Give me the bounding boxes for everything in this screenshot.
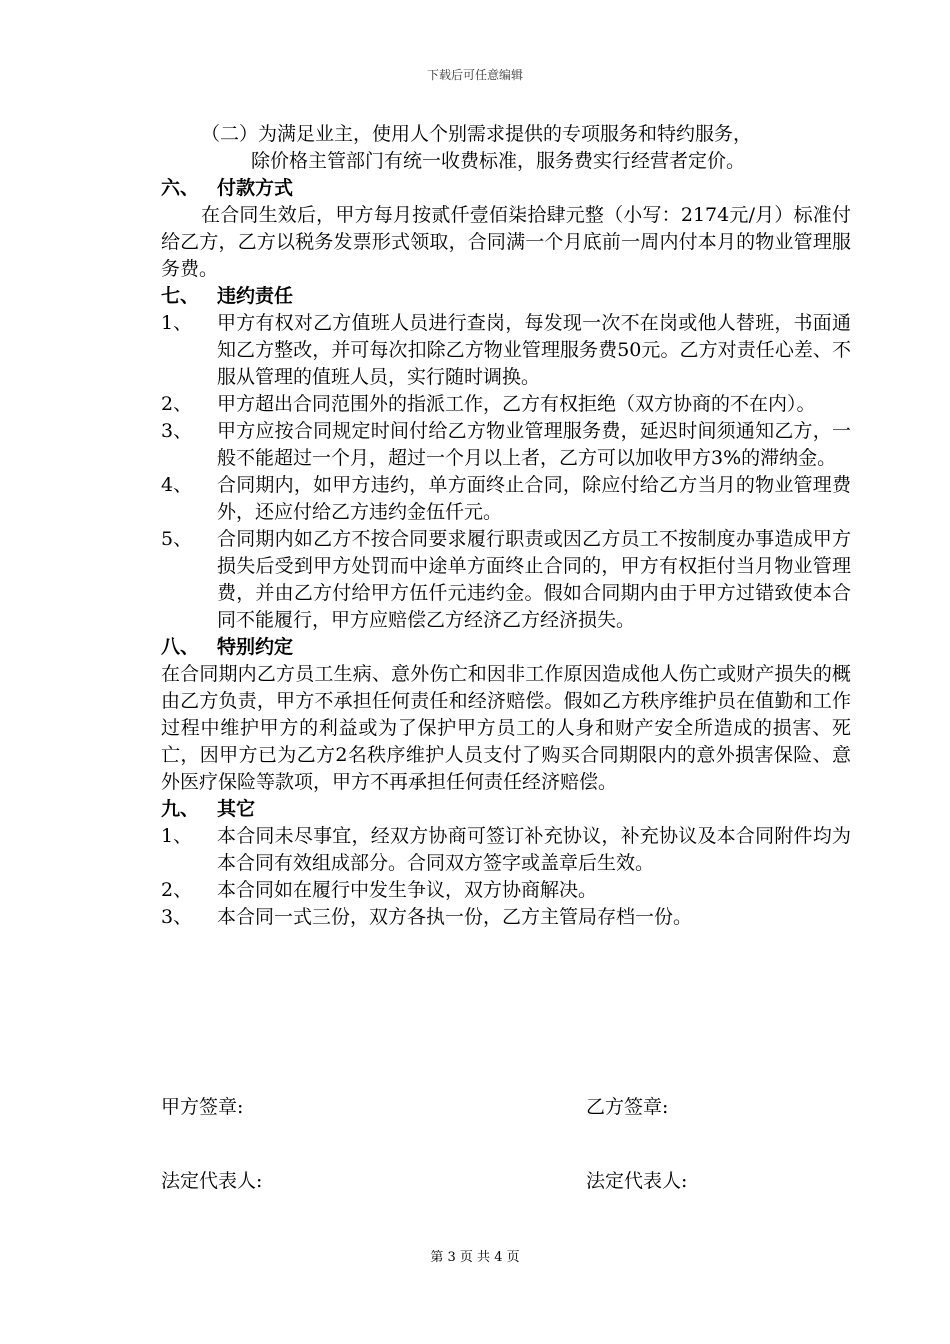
list-item [161,472,851,526]
section-number: 六、 [161,177,200,199]
item-text: 甲方有权对乙方值班人员进行查岗，每发现一次不在岗或他人替班，书面通知乙方整改，并可每次扣除乙方物业管理服务费50元。乙方对责任心差、不服从管理的值班人员，实行随时调换。 [217,312,851,388]
party-a-representative-label: 法定代表人: [161,1170,263,1192]
page-header: 下载后可任意编辑 [426,68,523,82]
contract-body [161,121,851,931]
section-title: 特别约定 [217,636,294,658]
item-number: 2、 [161,393,193,415]
party-b-seal-label: 乙方签章: [586,1096,669,1118]
item-number: 2、 [161,879,193,901]
item-text: 甲方超出合同范围外的指派工作，乙方有权拒绝（双方协商的不在内）。 [217,393,816,415]
section-9-heading [161,796,851,823]
item-number: 3、 [161,906,193,928]
item-number: 5、 [161,528,193,550]
section-title: 违约责任 [217,285,294,307]
item-number: 1、 [161,825,193,847]
item-text: 本合同如在履行中发生争议，双方协商解决。 [217,879,598,901]
item-number: 1、 [161,312,193,334]
section-6-heading [161,175,851,202]
section-title: 其它 [217,798,256,820]
list-item [161,526,851,634]
section-number: 九、 [161,798,200,820]
section-8-heading [161,634,851,661]
item-text: 甲方应按合同规定时间付给乙方物业管理服务费，延迟时间须通知乙方，一般不能超过一个月，超过一个月以上者，乙方可以加收甲方3%的滞纳金。 [217,420,851,469]
list-item [161,310,851,391]
party-b-representative-label: 法定代表人: [586,1170,688,1192]
section-7-heading [161,283,851,310]
item-text: 合同期内如乙方不按合同要求履行职责或因乙方员工不按制度办事造成甲方损失后受到甲方处罚而中途单方面终止合同的，甲方有权拒付当月物业管理费，并由乙方付给甲方伍仟元违约金。假如合同期内由于甲方过错致使本合同不能履行，甲方应赔偿乙方经济乙方经济损失。 [217,528,851,631]
list-item [161,418,851,472]
item-number: 4、 [161,474,193,496]
item-number: 3、 [161,420,193,442]
subclause-2-line1: （二）为满足业主，使用人个别需求提供的专项服务和特约服务， [201,123,753,145]
section-8-paragraph: 在合同期内乙方员工生病、意外伤亡和因非工作原因造成他人伤亡或财产损失的概由乙方负责，甲方不承担任何责任和经济赔偿。假如乙方秩序维护员在值勤和工作过程中维护甲方的利益或为了保护甲方员工的人身和财产安全所造成的损害、死亡，因甲方已为乙方2名秩序维护人员支付了购买合同期限内的意外损害保险、意外医疗保险等款项，甲方不再承担任何责任经济赔偿。 [161,663,851,793]
list-item [161,391,851,418]
item-text: 合同期内，如甲方违约，单方面终止合同，除应付给乙方当月的物业管理费外，还应付给乙方违约金伍仟元。 [217,474,851,523]
section-title: 付款方式 [217,177,294,199]
subclause-2-line2: 除价格主管部门有统一收费标准，服务费实行经营者定价。 [251,150,746,172]
item-text: 本合同未尽事宜，经双方协商可签订补充协议，补充协议及本合同附件均为本合同有效组成部分。合同双方签字或盖章后生效。 [217,825,851,874]
list-item [161,877,851,904]
section-6-paragraph: 在合同生效后，甲方每月按贰仟壹佰柒拾肆元整（小写：2174元/月）标准付给乙方，乙方以税务发票形式领取，合同满一个月底前一周内付本月的物业管理服务费。 [161,204,851,280]
section-number: 七、 [161,285,200,307]
list-item [161,823,851,877]
section-number: 八、 [161,636,200,658]
party-a-seal-label: 甲方签章: [161,1096,244,1118]
item-text: 本合同一式三份，双方各执一份，乙方主管局存档一份。 [217,906,693,928]
page-footer: 第 3 页 共 4 页 [430,1250,520,1265]
list-item [161,904,851,931]
